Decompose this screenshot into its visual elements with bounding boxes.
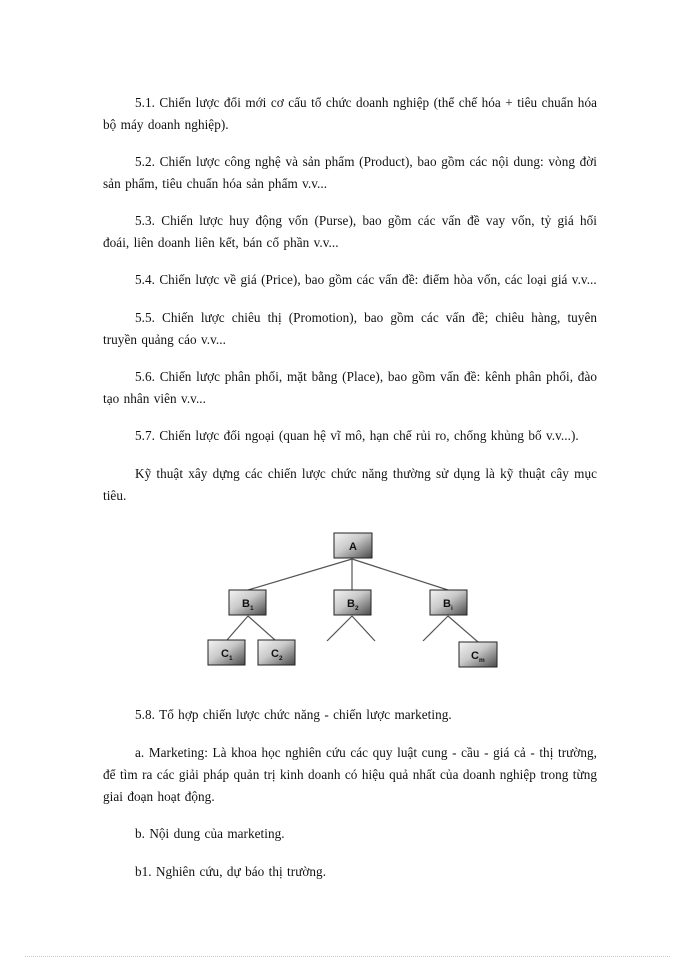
paragraph-5-6: 5.6. Chiến lược phân phối, mặt bằng (Place), bao gồm vấn đề: kênh phân phối, đào tạo nhân viên v.v... [103,369,597,406]
svg-text:B: B [347,598,355,610]
paragraph-5-8: 5.8. Tổ hợp chiến lược chức năng - chiến lược marketing. [135,707,452,722]
node-c2 [258,640,295,665]
document-page [103,92,597,899]
svg-text:2: 2 [355,605,359,612]
paragraph-5-7: 5.7. Chiến lược đối ngoại (quan hệ vĩ mô, hạn chế rủi ro, chống khủng bố v.v...). [135,428,579,443]
svg-text:C: C [271,648,279,660]
svg-text:C: C [471,650,479,662]
svg-text:A: A [349,541,357,553]
node-bn [430,590,467,615]
svg-text:1: 1 [250,605,254,612]
paragraph-a-marketing: a. Marketing: Là khoa học nghiên cứu các quy luật cung - cầu - giá cả - thị trường, để tìm ra các giải pháp quản trị kinh doanh có hiệu quả nhất của doanh nghiệp trong từng giai đoạn hoạt động. [103,745,597,804]
svg-text:B: B [443,598,451,610]
node-b1 [229,590,266,615]
tree-svg [103,522,597,692]
paragraph-5-2: 5.2. Chiến lược công nghệ và sản phẩm (Product), bao gồm các nội dung: vòng đời sản phẩm, tiêu chuẩn hóa sản phẩm v.v... [103,154,597,191]
objective-tree-diagram [103,522,597,692]
svg-text:B: B [242,598,250,610]
paragraph-b-content: b. Nội dung của marketing. [135,826,285,841]
paragraph-b1-research: b1. Nghiên cứu, dự báo thị trường. [135,864,327,879]
paragraph-5-3: 5.3. Chiến lược huy động vốn (Purse), bao gồm các vấn đề vay vốn, tỷ giá hối đoái, liên doanh liên kết, bán cổ phần v.v... [103,213,597,250]
svg-text:1: 1 [229,655,233,662]
node-b2 [334,590,371,615]
svg-text:2: 2 [279,655,283,662]
paragraph-5-5: 5.5. Chiến lược chiêu thị (Promotion), bao gồm các vấn đề; chiêu hàng, tuyên truyền quảng cáo v.v... [103,310,597,347]
paragraph-objective-tree-intro: Kỹ thuật xây dựng các chiến lược chức năng thường sử dụng là kỹ thuật cây mục tiêu. [103,466,597,503]
svg-text:C: C [221,648,229,660]
paragraph-5-1: 5.1. Chiến lược đổi mới cơ cấu tổ chức doanh nghiệp (thể chế hóa + tiêu chuẩn hóa bộ máy doanh nghiệp). [103,95,597,132]
paragraph-5-4: 5.4. Chiến lược về giá (Price), bao gồm các vấn đề: điểm hòa vốn, các loại giá v.v... [135,272,597,287]
page-bottom-dotted-divider [25,956,670,957]
svg-text:m: m [479,657,485,664]
svg-text:i: i [451,605,453,612]
node-c1 [208,640,245,665]
node-a [334,533,372,558]
node-cm [459,642,497,667]
